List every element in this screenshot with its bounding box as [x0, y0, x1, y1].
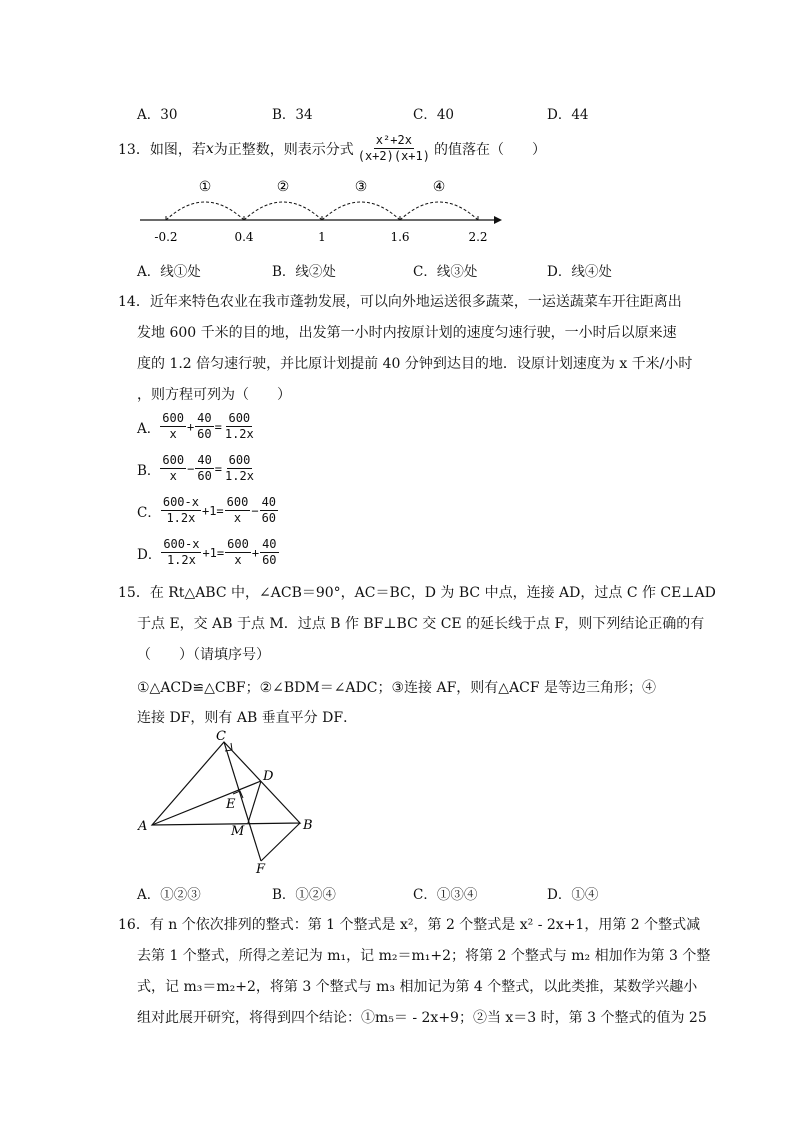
q14-c-frac1-den: 1.2x — [166, 511, 196, 525]
label-c: C — [216, 729, 226, 744]
q13-option-b: B．线②处 — [272, 264, 336, 280]
tick-label-5: 2.2 — [468, 230, 488, 244]
q13-frac-num: x²+2x — [375, 133, 412, 147]
q14-d-op1: +1= — [202, 545, 225, 560]
q14-option-b — [137, 453, 256, 484]
q14-d-frac3 — [260, 537, 278, 568]
q14-c-frac1-num: 600-x — [162, 495, 199, 509]
q14-a-label: A． — [137, 420, 161, 437]
triangle-abc — [152, 742, 300, 825]
q14-line-4: ，则方程可列为（ ） — [137, 387, 291, 403]
label-a: A — [138, 819, 148, 834]
circle-label-2: ② — [276, 179, 290, 195]
arc-1 — [166, 202, 244, 220]
q16-line-1: 16．有 n 个依次排列的整式：第 1 个整式是 x²，第 2 个整式是 x² - 2x+1，用第 2 个整式减 — [118, 917, 701, 933]
q14-d-frac3-den: 60 — [262, 553, 277, 567]
q14-c-op2: − — [251, 503, 259, 518]
q13-option-a: A．线①处 — [137, 264, 201, 280]
q13-fraction — [356, 133, 432, 164]
q16-line-2: 去第 1 个整式，所得之差记为 m₁，记 m₂＝m₁+2；将第 2 个整式与 m₂ 相加作为第 3 个整 — [137, 948, 711, 964]
q14-d-frac2-den: x — [234, 553, 242, 567]
q14-c-frac2 — [225, 495, 251, 526]
arc-4 — [400, 202, 478, 220]
q13-stem — [118, 133, 546, 164]
label-b: B — [303, 818, 313, 833]
q14-d-frac3-num: 40 — [262, 537, 277, 551]
q14-d-label: D． — [137, 546, 162, 563]
q13-option-d: D．线④处 — [547, 264, 612, 280]
q15-line-3: （ ）（请填序号） — [137, 647, 270, 663]
q15-option-a: A．①②③ — [137, 887, 201, 903]
q14-d-frac2 — [225, 537, 251, 568]
q14-d-frac1 — [161, 537, 201, 568]
label-e: E — [226, 797, 236, 812]
tick-label-1: -0.2 — [154, 230, 178, 244]
tick-label-2: 0.4 — [234, 230, 254, 244]
q14-a-frac2-den: 60 — [197, 427, 212, 441]
q14-d-frac1-num: 600-x — [163, 537, 200, 551]
arc-2 — [244, 202, 322, 220]
q14-b-frac3 — [223, 453, 256, 484]
triangle-figure — [130, 728, 330, 878]
q15-line-5: 连接 DF，则有 AB 垂直平分 DF． — [137, 710, 358, 726]
q14-a-frac2 — [195, 411, 213, 442]
circle-label-1: ① — [198, 179, 212, 195]
q15-option-c: C．①③④ — [413, 887, 478, 903]
q14-option-d — [137, 537, 279, 568]
tick-label-4: 1.6 — [390, 230, 410, 244]
q14-b-frac3-num: 600 — [228, 453, 251, 467]
q14-b-frac1-den: x — [169, 469, 177, 483]
q14-a-frac1 — [160, 411, 186, 442]
q14-c-frac1 — [161, 495, 201, 526]
q14-a-frac3 — [223, 411, 256, 442]
tick-label-3: 1 — [318, 230, 326, 244]
q12-option-a: A．30 — [137, 107, 178, 123]
q14-option-c — [137, 495, 278, 526]
segment-ad — [152, 781, 261, 825]
q14-a-frac1-num: 600 — [162, 411, 184, 425]
segment-dm — [248, 781, 261, 823]
q14-a-op: + — [186, 419, 195, 434]
q14-c-frac3-num: 40 — [261, 495, 277, 509]
q14-a-frac1-den: x — [169, 427, 177, 441]
q12-option-c: C．40 — [413, 107, 455, 123]
q14-c-label: C． — [137, 504, 161, 521]
q14-c-frac3-den: 60 — [261, 511, 277, 525]
q15-line-2: 于点 E，交 AB 于点 M．过点 B 作 BF⊥BC 交 CE 的延长线于点 F，则下列结论正确的有 — [137, 616, 705, 632]
q14-b-eq: = — [214, 461, 223, 476]
q16-line-3: 式，记 m₃＝m₂+2，将第 3 个整式与 m₃ 相加记为第 4 个整式，以此类推，某数学兴趣小 — [137, 979, 698, 995]
q14-d-frac1-den: 1.2x — [166, 553, 196, 567]
label-m: M — [231, 824, 245, 839]
q14-option-a — [137, 411, 256, 442]
segment-bf — [261, 823, 300, 861]
q15-line-4: ①△ACD≌△CBF；②∠BDM＝∠ADC；③连接 AF，则有△ACF 是等边三角形；④ — [137, 680, 657, 696]
q13-frac-den: (x+2)(x+1) — [357, 149, 430, 163]
arc-3 — [322, 202, 400, 220]
q14-a-frac3-num: 600 — [228, 411, 251, 425]
q14-line-3: 度的 1.2 倍匀速行驶，并比原计划提前 40 分钟到达目的地．设原计划速度为 x 千米/小时 — [137, 356, 693, 372]
q14-c-frac2-num: 600 — [226, 495, 249, 509]
q15-option-d: D．①④ — [547, 887, 599, 903]
q14-line-1: 14．近年来特色农业在我市蓬勃发展，可以向外地运送很多蔬菜，一运送蔬菜车开往距离出 — [118, 294, 682, 310]
q13-stem-after: 的值落在（ ） — [433, 141, 546, 158]
q14-a-frac2-num: 40 — [197, 411, 212, 425]
q13-var: x — [205, 140, 214, 157]
number-line-figure — [130, 170, 510, 250]
q13-stem-before: 13．如图，若 — [118, 141, 206, 158]
label-f: F — [256, 862, 266, 877]
q15-option-b: B．①②④ — [272, 887, 336, 903]
q14-c-op1: +1= — [201, 503, 224, 518]
q14-b-frac2-den: 60 — [197, 469, 212, 483]
q14-line-2: 发地 600 千米的目的地，出发第一小时内按原计划的速度匀速行驶，一小时后以原来速 — [137, 325, 677, 341]
q14-b-label: B． — [137, 462, 161, 479]
label-d: D — [263, 769, 274, 784]
q14-b-op: − — [187, 461, 195, 476]
q14-b-frac2 — [195, 453, 213, 484]
q12-option-d: D．44 — [547, 107, 589, 123]
q14-c-frac3 — [260, 495, 278, 526]
q15-line-1: 15．在 Rt△ABC 中，∠ACB＝90°，AC＝BC，D 为 BC 中点，连接 AD，过点 C 作 CE⊥AD — [118, 585, 716, 601]
q13-stem-mid: 为正整数，则表示分式 — [213, 141, 354, 158]
q13-option-c: C．线③处 — [413, 264, 478, 280]
q14-d-frac2-num: 600 — [227, 537, 249, 551]
q12-option-b: B．34 — [272, 107, 313, 123]
q14-b-frac3-den: 1.2x — [225, 469, 254, 483]
q14-a-eq: = — [214, 419, 222, 434]
q14-b-frac1 — [160, 453, 186, 484]
q14-c-frac2-den: x — [233, 511, 242, 525]
number-line-arrow — [494, 216, 502, 224]
q16-line-4: 组对此展开研究，将得到四个结论：①m₅＝ - 2x+9；②当 x＝3 时，第 3 个整式的值为 25 — [137, 1010, 707, 1026]
q14-b-frac1-num: 600 — [162, 453, 185, 467]
q14-b-frac2-num: 40 — [197, 453, 212, 467]
circle-label-4: ④ — [432, 179, 446, 195]
q14-d-op2: + — [251, 545, 260, 560]
q14-a-frac3-den: 1.2x — [224, 427, 254, 441]
circle-label-3: ③ — [354, 179, 368, 195]
